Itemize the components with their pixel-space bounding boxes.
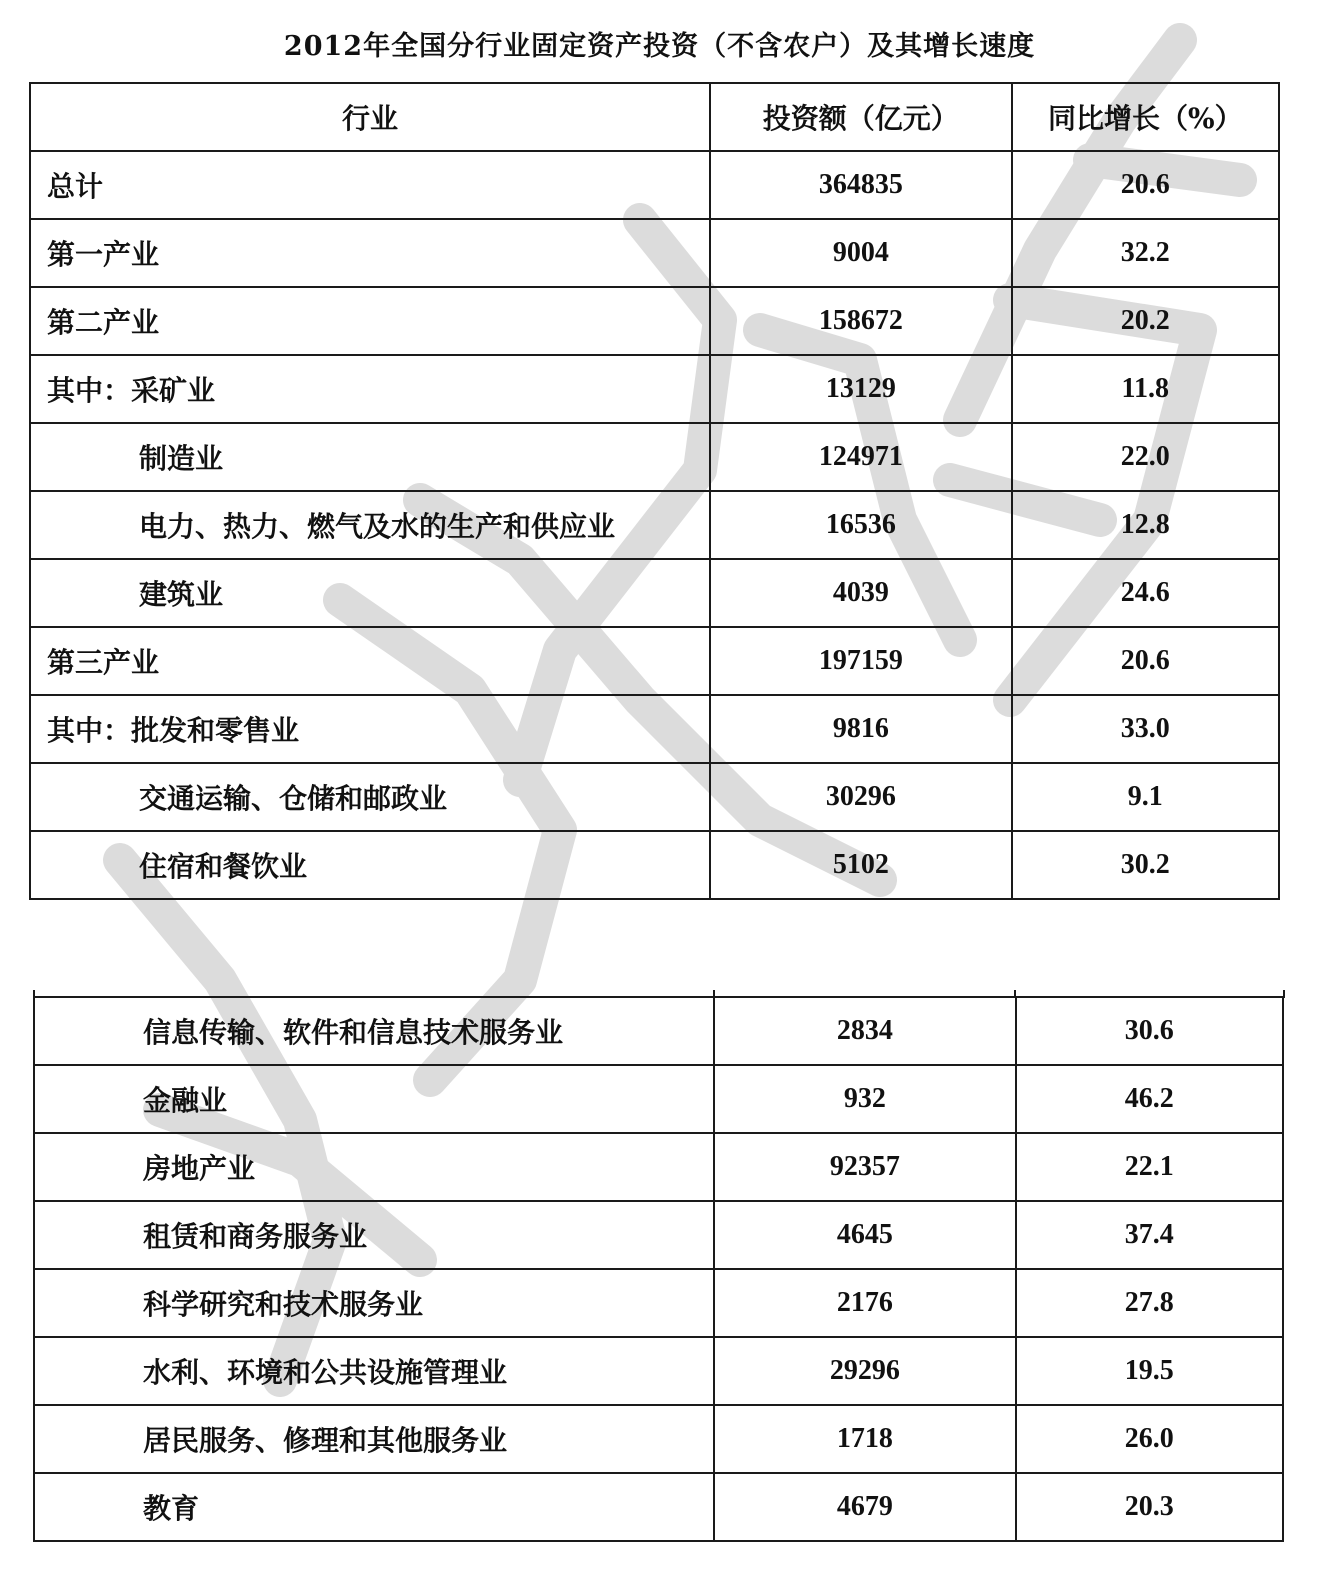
table-row (34, 1269, 1283, 1337)
table-row (34, 997, 1283, 1065)
growth-value: 33.0 (1012, 695, 1279, 763)
industry-name: 其中：采矿业 (30, 355, 710, 423)
growth-value: 20.6 (1012, 151, 1279, 219)
header-growth: 同比增长（%） (1012, 83, 1279, 151)
table-row (34, 1065, 1283, 1133)
growth-value: 20.3 (1016, 1473, 1283, 1541)
table-row (30, 763, 1279, 831)
table-row (30, 559, 1279, 627)
investment-value: 197159 (710, 627, 1011, 695)
investment-value: 9004 (710, 219, 1011, 287)
industry-name: 房地产业 (34, 1133, 714, 1201)
table-row (30, 695, 1279, 763)
growth-value: 46.2 (1016, 1065, 1283, 1133)
industry-name: 租赁和商务服务业 (34, 1201, 714, 1269)
investment-table-bottom (33, 996, 1284, 1542)
growth-value: 11.8 (1012, 355, 1279, 423)
industry-name: 第一产业 (30, 219, 710, 287)
table-row (30, 219, 1279, 287)
header-row (30, 83, 1279, 151)
growth-value: 19.5 (1016, 1337, 1283, 1405)
growth-value: 22.1 (1016, 1133, 1283, 1201)
growth-value: 20.2 (1012, 287, 1279, 355)
growth-value: 22.0 (1012, 423, 1279, 491)
investment-table-top (29, 82, 1280, 900)
industry-name: 教育 (34, 1473, 714, 1541)
investment-value: 29296 (714, 1337, 1015, 1405)
industry-name: 电力、热力、燃气及水的生产和供应业 (30, 491, 710, 559)
table-row (34, 1201, 1283, 1269)
table-row (30, 423, 1279, 491)
investment-value: 92357 (714, 1133, 1015, 1201)
growth-value: 30.2 (1012, 831, 1279, 899)
table-row (34, 1337, 1283, 1405)
investment-value: 158672 (710, 287, 1011, 355)
growth-value: 30.6 (1016, 997, 1283, 1065)
growth-value: 37.4 (1016, 1201, 1283, 1269)
investment-value: 932 (714, 1065, 1015, 1133)
investment-value: 5102 (710, 831, 1011, 899)
table-row (30, 355, 1279, 423)
header-investment: 投资额（亿元） (710, 83, 1011, 151)
growth-value: 26.0 (1016, 1405, 1283, 1473)
investment-value: 364835 (710, 151, 1011, 219)
investment-value: 9816 (710, 695, 1011, 763)
growth-value: 12.8 (1012, 491, 1279, 559)
investment-value: 13129 (710, 355, 1011, 423)
investment-value: 1718 (714, 1405, 1015, 1473)
industry-name: 居民服务、修理和其他服务业 (34, 1405, 714, 1473)
investment-value: 2834 (714, 997, 1015, 1065)
investment-value: 4679 (714, 1473, 1015, 1541)
industry-name: 信息传输、软件和信息技术服务业 (34, 997, 714, 1065)
industry-name: 总计 (30, 151, 710, 219)
industry-name: 金融业 (34, 1065, 714, 1133)
industry-name: 其中：批发和零售业 (30, 695, 710, 763)
industry-name: 交通运输、仓储和邮政业 (30, 763, 710, 831)
table-row (34, 1473, 1283, 1541)
industry-name: 住宿和餐饮业 (30, 831, 710, 899)
table-row (34, 1405, 1283, 1473)
investment-value: 124971 (710, 423, 1011, 491)
investment-value: 4645 (714, 1201, 1015, 1269)
growth-value: 24.6 (1012, 559, 1279, 627)
industry-name: 第三产业 (30, 627, 710, 695)
table-body-top (30, 151, 1279, 899)
table-body-bottom (34, 997, 1283, 1541)
growth-value: 27.8 (1016, 1269, 1283, 1337)
investment-value: 4039 (710, 559, 1011, 627)
table-row (30, 287, 1279, 355)
investment-value: 30296 (710, 763, 1011, 831)
growth-value: 32.2 (1012, 219, 1279, 287)
table-row (30, 831, 1279, 899)
industry-name: 建筑业 (30, 559, 710, 627)
table-row (30, 151, 1279, 219)
growth-value: 20.6 (1012, 627, 1279, 695)
continuation-ticks (33, 990, 1286, 998)
table-row (30, 491, 1279, 559)
investment-value: 2176 (714, 1269, 1015, 1337)
table-row (30, 627, 1279, 695)
industry-name: 制造业 (30, 423, 710, 491)
industry-name: 科学研究和技术服务业 (34, 1269, 714, 1337)
table-row (34, 1133, 1283, 1201)
growth-value: 9.1 (1012, 763, 1279, 831)
industry-name: 水利、环境和公共设施管理业 (34, 1337, 714, 1405)
page-title: 2012年全国分行业固定资产投资（不含农户）及其增长速度 (283, 31, 1036, 62)
header-industry: 行业 (30, 83, 710, 151)
investment-value: 16536 (710, 491, 1011, 559)
industry-name: 第二产业 (30, 287, 710, 355)
